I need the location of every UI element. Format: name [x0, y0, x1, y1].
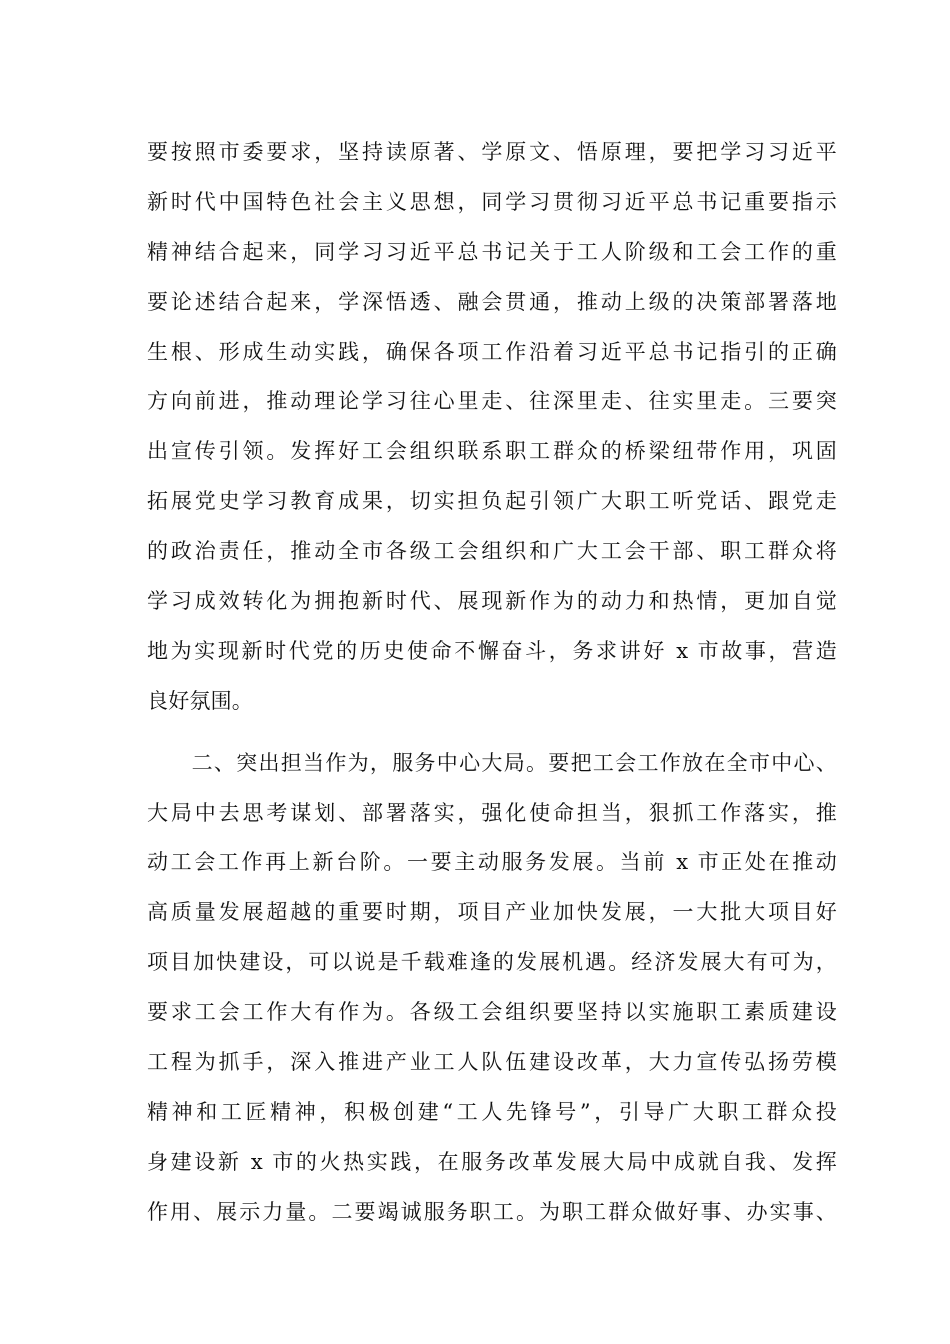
- text-line: 工程为抓手，深入推进产业工人队伍建设改革，大力宣传弘扬劳模: [147, 1050, 837, 1075]
- text-line: 精神和工匠精神，积极创建“工人先锋号”，引导广大职工群众投: [147, 1099, 837, 1124]
- paragraph-2: [147, 739, 837, 1238]
- text-line: 动工会工作再上新台阶。一要主动服务发展。当前 x 市正处在推动: [147, 850, 837, 875]
- text-line: 学习成效转化为拥抱新时代、展现新作为的动力和热情，更加自觉: [147, 589, 837, 614]
- text-line: 大局中去思考谋划、部署落实，强化使命担当，狠抓工作落实，推: [147, 800, 837, 825]
- text-line: 良好氛围。: [147, 688, 253, 713]
- text-line: 地为实现新时代党的历史使命不懈奋斗，务求讲好 x 市故事，营造: [147, 638, 837, 663]
- text-line: 的政治责任，推动全市各级工会组织和广大工会干部、职工群众将: [147, 539, 837, 564]
- text-line: 方向前进，推动理论学习往心里走、往深里走、往实里走。三要突: [147, 389, 837, 414]
- text-line: 拓展党史学习教育成果，切实担负起引领广大职工听党话、跟党走: [147, 489, 837, 514]
- text-line: 要按照市委要求，坚持读原著、学原文、悟原理，要把学习习近平: [147, 140, 837, 164]
- text-line: 要论述结合起来，学深悟透、融会贯通，推动上级的决策部署落地: [147, 289, 837, 314]
- text-line: 出宣传引领。发挥好工会组织联系职工群众的桥梁纽带作用，巩固: [147, 439, 837, 464]
- text-line: 项目加快建设，可以说是千载难逢的发展机遇。经济发展大有可为，: [147, 950, 837, 975]
- text-line: 身建设新 x 市的火热实践，在服务改革发展大局中成就自我、发挥: [147, 1149, 837, 1174]
- text-line: 要求工会工作大有作为。各级工会组织要坚持以实施职工素质建设: [147, 1000, 837, 1025]
- text-line: 二、突出担当作为，服务中心大局。要把工会工作放在全市中心、: [147, 750, 837, 775]
- text-line: 精神结合起来，同学习习近平总书记关于工人阶级和工会工作的重: [147, 239, 837, 264]
- paragraph-1: [147, 128, 837, 727]
- text-line: 高质量发展超越的重要时期，项目产业加快发展，一大批大项目好: [147, 900, 837, 925]
- text-line: 作用、展示力量。二要竭诚服务职工。为职工群众做好事、办实事、: [147, 1199, 837, 1224]
- body-text: [147, 128, 837, 1238]
- text-line: 生根、形成生动实践，确保各项工作沿着习近平总书记指引的正确: [147, 339, 837, 364]
- text-line: 新时代中国特色社会主义思想，同学习贯彻习近平总书记重要指示: [147, 189, 837, 214]
